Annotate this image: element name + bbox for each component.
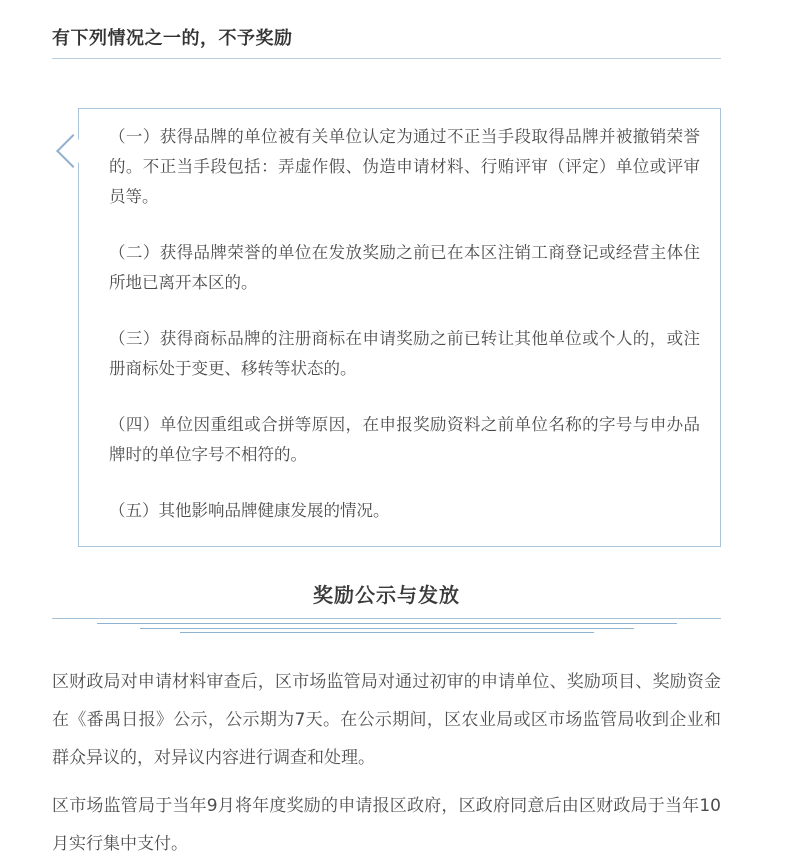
disqualify-item-2: （二）获得品牌荣誉的单位在发放奖励之前已在本区注销工商登记或经营主体住所地已离开本区的。 [109,243,700,292]
disqualify-item-4: （四）单位因重组或合拼等原因，在申报奖励资料之前单位名称的字号与申办品牌时的单位字号不相符的。 [109,415,700,464]
disqualify-item-3: （三）获得商标品牌的注册商标在申请奖励之前已转让其他单位或个人的，或注册商标处于变更、移转等状态的。 [109,329,700,378]
disqualify-item-1: （一）获得品牌的单位被有关单位认定为通过不正当手段取得品牌并被撤销荣誉的。不正当手段包括：弄虚作假、伪造申请材料、行贿评审（评定）单位或评审员等。 [109,127,700,206]
heading-decor-lines [52,618,721,633]
disqualify-conditions-box [78,108,721,547]
speech-bubble-tail-icon [56,134,90,168]
article-content [52,24,721,863]
publicity-paragraph-2: 区市场监管局于当年9月将年度奖励的申请报区政府，区政府同意后由区财政局于当年10月实行集中支付。 [52,796,721,854]
publicity-paragraph-1: 区财政局对申请材料审查后，区市场监管局对通过初审的申请单位、奖励项目、奖励资金在《番禺日报》公示，公示期为7天。在公示期间，区农业局或区市场监管局收到企业和群众异议的，对异议内容进行调查和处理。 [52,672,721,768]
publicity-section-heading: 奖励公示与发放 [313,583,460,607]
disqualify-section-heading: 有下列情况之一的，不予奖励 [52,24,721,59]
decor-line-4 [180,632,594,633]
publicity-body [52,663,721,863]
decor-line-2 [97,623,677,624]
decor-line-1 [52,618,721,619]
decor-line-3 [140,628,634,629]
disqualify-item-5: （五）其他影响品牌健康发展的情况。 [109,501,390,520]
